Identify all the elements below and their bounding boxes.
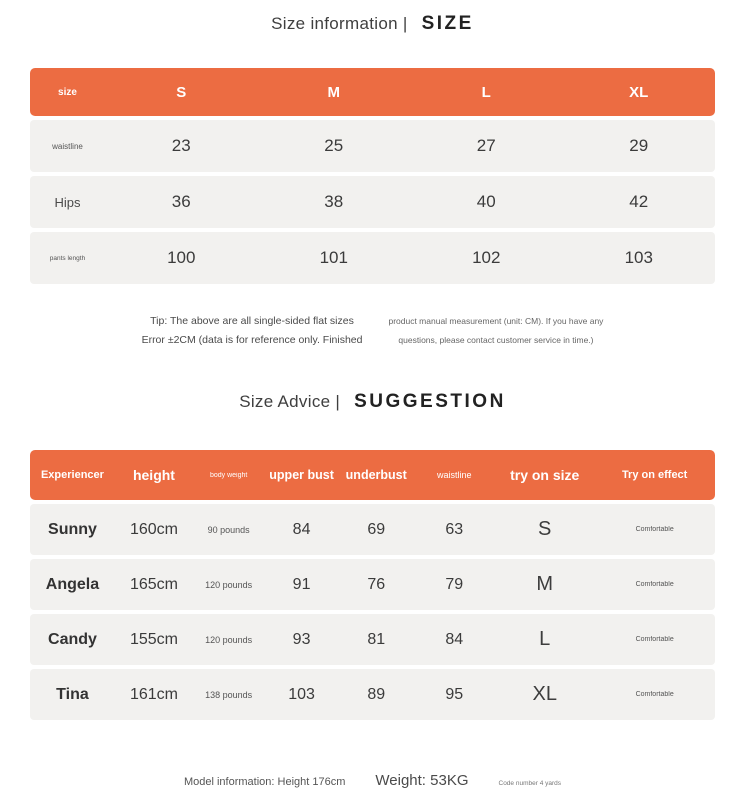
waistline-value: 84 (445, 630, 464, 648)
experiencer-name: Tina (56, 685, 89, 703)
header-experiencer: Experiencer (40, 469, 104, 481)
suggestion-row-sunny (30, 504, 715, 555)
cell-value: 27 (476, 136, 496, 155)
experiencer-name: Sunny (48, 520, 97, 538)
model-weight-text: Weight: 53KG (375, 772, 469, 789)
size-table-header-s: S (176, 83, 187, 101)
header-body-weight: body weight (209, 471, 248, 479)
suggestion-table (30, 450, 715, 720)
suggestion-row-tina (30, 669, 715, 720)
model-information (0, 772, 745, 789)
cell-value: 38 (324, 192, 344, 211)
size-section-title (0, 13, 745, 35)
size-table-header-xl: XL (629, 83, 649, 101)
cell-value: 102 (472, 248, 501, 267)
try-on-effect: Comfortable (635, 691, 674, 698)
header-waistline: waistline (437, 470, 472, 480)
header-height: height (132, 467, 175, 483)
try-on-effect: Comfortable (635, 526, 674, 533)
size-table-row-waistline (30, 120, 715, 172)
underbust-value: 69 (367, 520, 386, 538)
underbust-value: 89 (367, 685, 386, 703)
upper-bust-value: 93 (292, 630, 311, 648)
try-on-size: XL (532, 683, 557, 705)
try-on-effect: Comfortable (635, 636, 674, 643)
cell-value: 40 (476, 192, 496, 211)
suggestion-section-title-label: Size Advice | (239, 392, 341, 411)
size-section-title-label: Size information | (271, 14, 408, 33)
upper-bust-value: 84 (292, 520, 311, 538)
suggestion-row-candy (30, 614, 715, 665)
cell-value: 36 (171, 192, 191, 211)
model-code-text: Code number 4 yards (498, 780, 562, 787)
tip-right-column (388, 312, 603, 350)
try-on-size: M (536, 573, 554, 595)
size-section-title-caps: SIZE (421, 13, 474, 34)
row-label: waistline (52, 141, 83, 151)
tip-line: Error ±2CM (data is for reference only. Finished (141, 334, 363, 346)
try-on-size: L (539, 628, 551, 650)
size-table (30, 68, 715, 284)
experiencer-name: Angela (45, 575, 100, 593)
cell-value: 101 (319, 248, 348, 267)
size-table-header-l: L (481, 83, 491, 101)
weight-value: 138 pounds (205, 689, 253, 700)
row-label: pants length (49, 254, 86, 262)
size-table-header-size: size (58, 86, 77, 98)
suggestion-section-title-caps: SUGGESTION (354, 391, 506, 412)
waistline-value: 63 (445, 520, 464, 538)
header-upper-bust: upper bust (269, 468, 334, 482)
underbust-value: 81 (367, 630, 386, 648)
size-table-header-m: M (327, 83, 340, 101)
height-value: 161cm (129, 685, 178, 703)
upper-bust-value: 103 (288, 685, 315, 703)
weight-value: 120 pounds (205, 634, 253, 645)
tip-line: Tip: The above are all single-sided flat sizes (150, 315, 354, 327)
suggestion-section-title (0, 391, 745, 413)
measurement-tip (0, 312, 745, 350)
try-on-size: S (538, 518, 552, 540)
model-height-text: Model information: Height 176cm (183, 776, 346, 788)
header-try-on-size: try on size (510, 467, 580, 483)
waistline-value: 95 (445, 685, 464, 703)
header-try-on-effect: Try on effect (621, 469, 688, 481)
suggestion-table-header-row (30, 450, 715, 500)
size-table-row-pants-length (30, 232, 715, 284)
height-value: 165cm (129, 575, 178, 593)
upper-bust-value: 91 (292, 575, 311, 593)
cell-value: 103 (624, 248, 653, 267)
underbust-value: 76 (367, 575, 386, 593)
cell-value: 100 (167, 248, 196, 267)
header-underbust: underbust (345, 468, 407, 482)
weight-value: 90 pounds (207, 524, 250, 535)
tip-line: questions, please contact customer service in time.) (398, 335, 594, 345)
suggestion-row-angela (30, 559, 715, 610)
cell-value: 29 (629, 136, 649, 155)
weight-value: 120 pounds (205, 579, 253, 590)
experiencer-name: Candy (48, 630, 97, 648)
size-table-header-row (30, 68, 715, 116)
size-table-row-hips (30, 176, 715, 228)
try-on-effect: Comfortable (635, 581, 674, 588)
waistline-value: 79 (445, 575, 464, 593)
height-value: 155cm (129, 630, 178, 648)
cell-value: 25 (324, 136, 344, 155)
tip-line: product manual measurement (unit: CM). If you have any (388, 316, 604, 326)
cell-value: 23 (171, 136, 191, 155)
row-label: Hips (54, 194, 81, 210)
tip-left-column (142, 312, 363, 350)
cell-value: 42 (629, 192, 649, 211)
height-value: 160cm (129, 520, 178, 538)
